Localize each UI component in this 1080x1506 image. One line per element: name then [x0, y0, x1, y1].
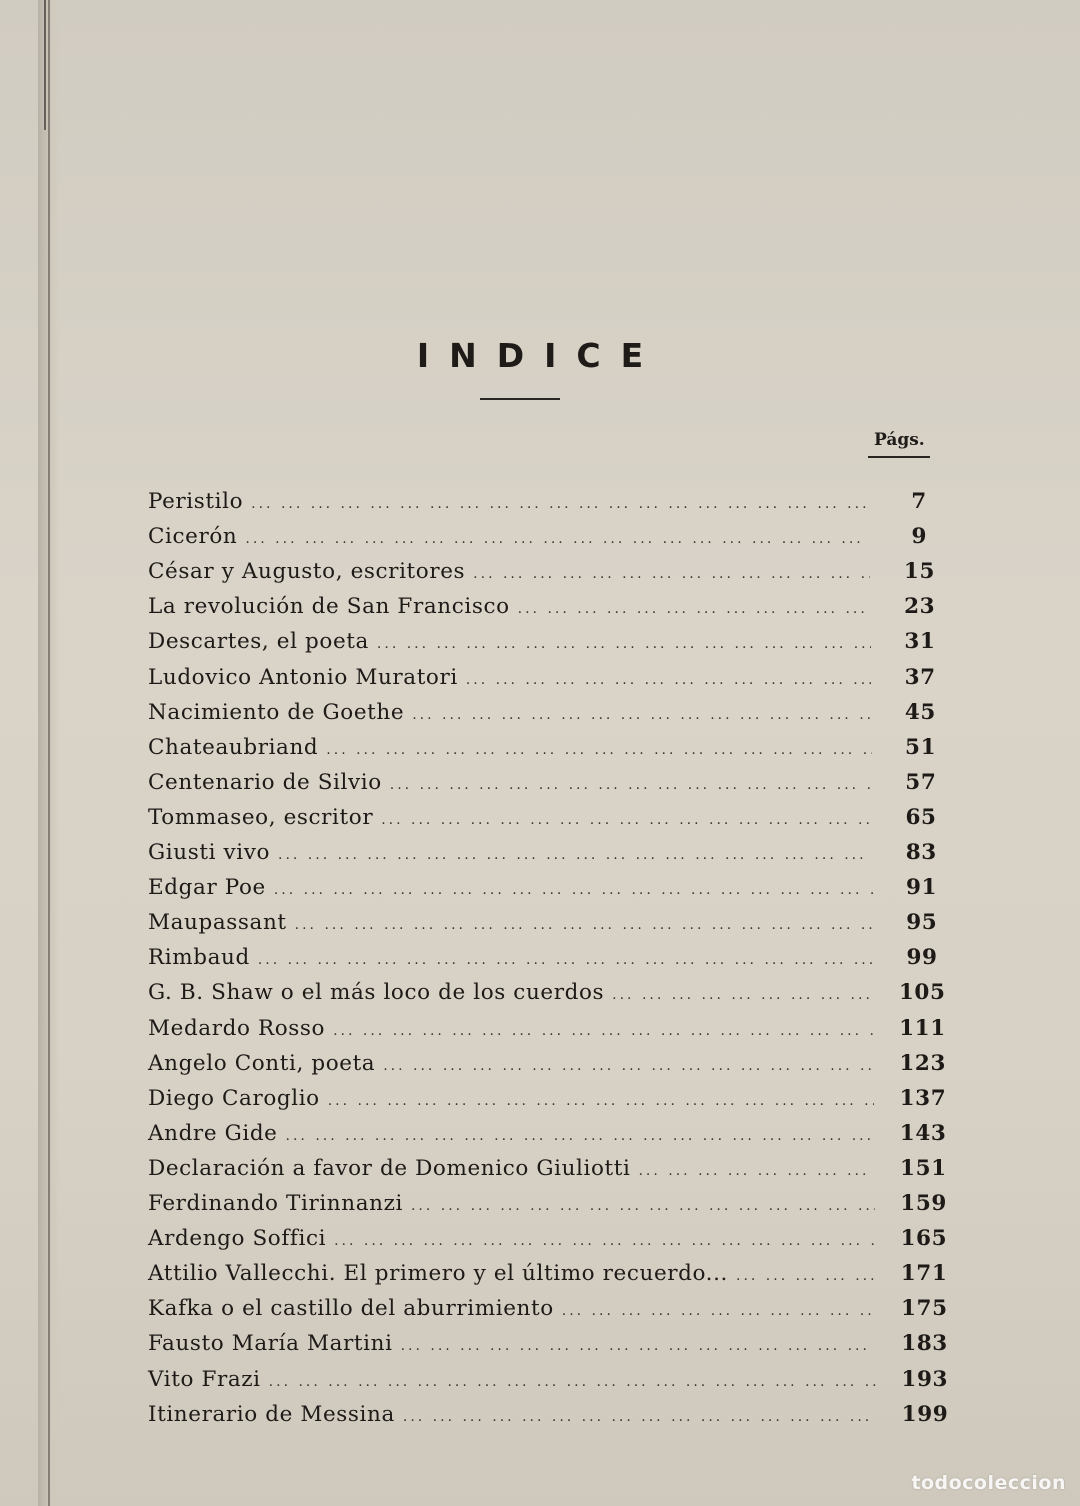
toc-entry-page-number: 37: [904, 664, 936, 690]
dot-leader: [251, 496, 870, 512]
toc-entry: [148, 524, 944, 554]
toc-entry: [148, 1261, 949, 1291]
toc-entry-page-number: 111: [899, 1015, 946, 1041]
toc-entry: [148, 1156, 948, 1186]
toc-entry: [148, 1296, 949, 1326]
toc-entry: [148, 875, 947, 905]
toc-entry-page-number: 7: [911, 489, 927, 514]
toc-entry: [148, 945, 947, 975]
toc-entry-title: Chateaubriand: [148, 734, 319, 760]
toc-entry-page-number: 165: [900, 1226, 948, 1252]
toc-entry: [148, 629, 945, 659]
dot-leader: [274, 882, 873, 898]
toc-entry-page-number: 183: [901, 1331, 948, 1357]
toc-entry: [148, 1121, 948, 1151]
dot-leader: [381, 812, 872, 828]
toc-entry-page-number: 91: [905, 875, 938, 901]
toc-entry-page-number: 31: [904, 629, 936, 655]
dot-leader: [412, 707, 871, 723]
dot-leader: [286, 1128, 875, 1144]
dot-leader: [411, 1198, 875, 1214]
toc-entry-page-number: 193: [901, 1366, 949, 1392]
toc-entry-title: Attilio Vallecchi. El primero y el último recuerdo...: [148, 1261, 728, 1287]
toc-entry-title: Ferdinando Tirinnanzi: [148, 1191, 403, 1216]
dot-leader: [333, 1023, 873, 1039]
toc-entry: [148, 805, 946, 835]
toc-entry-title: Declaración a favor de Domenico Giuliotti: [148, 1155, 631, 1181]
toc-entry-page-number: 83: [905, 840, 937, 865]
dot-leader: [383, 1058, 873, 1074]
toc-entry-title: César y Augusto, escritores: [148, 559, 466, 585]
toc-entry: [148, 840, 946, 870]
dot-leader: [258, 952, 873, 968]
dot-leader: [466, 672, 871, 688]
dot-leader: [269, 1374, 876, 1390]
dot-leader: [328, 1093, 874, 1109]
toc-entry-title: Centenario de Silvio: [148, 769, 382, 795]
pages-column-header: Págs.: [874, 430, 925, 450]
toc-entry: [148, 770, 946, 800]
toc-entry-title: Edgar Poe: [148, 875, 266, 901]
toc-entry-title: Nacimiento de Goethe: [148, 699, 405, 725]
toc-entry-title: Tommaseo, escritor: [148, 804, 374, 830]
toc-entry-title: Andre Gide: [148, 1120, 278, 1146]
toc-entry-title: Kafka o el castillo del aburrimiento: [148, 1296, 554, 1322]
toc-entry-page-number: 175: [900, 1296, 948, 1322]
watermark: todocoleccion: [911, 1472, 1066, 1494]
toc-entry-title: Maupassant: [148, 910, 287, 936]
toc-entry-page-number: 159: [900, 1191, 947, 1216]
toc-entry-title: Diego Caroglio: [148, 1085, 320, 1111]
toc-entry-title: Cicerón: [148, 524, 238, 550]
toc-entry: [148, 700, 945, 730]
toc-entry-title: Rimbaud: [148, 945, 250, 971]
dot-leader: [562, 1303, 876, 1319]
toc-entry: [148, 1402, 950, 1432]
toc-entry-page-number: 171: [900, 1261, 948, 1287]
dot-leader: [334, 1233, 875, 1249]
toc-entry-page-number: 123: [899, 1050, 947, 1076]
toc-entry-page-number: 137: [899, 1085, 947, 1111]
toc-entry: [148, 980, 947, 1010]
toc-entry-title: Medardo Rosso: [148, 1015, 326, 1041]
dot-leader: [612, 987, 873, 1003]
toc-entry-title: Giusti vivo: [148, 840, 270, 865]
toc-entry: [148, 1051, 948, 1081]
toc-entry-page-number: 95: [906, 910, 938, 936]
toc-entry: [148, 665, 945, 695]
dot-leader: [638, 1163, 874, 1179]
toc-entry: [148, 1367, 950, 1397]
dot-leader: [473, 566, 870, 582]
toc-entry-title: Angelo Conti, poeta: [148, 1050, 376, 1076]
toc-entry-page-number: 15: [903, 559, 936, 585]
toc-entry: [148, 1226, 949, 1256]
toc-entry-page-number: 23: [904, 594, 936, 620]
toc-entry-page-number: 151: [900, 1155, 947, 1181]
toc-entry: [148, 1086, 948, 1116]
toc-entry: [148, 594, 945, 624]
toc-entry: [148, 489, 944, 519]
toc-entry-page-number: 105: [898, 980, 946, 1006]
toc-entry-title: Fausto María Martini: [148, 1331, 393, 1357]
dot-leader: [518, 601, 871, 617]
toc-entry: [148, 1191, 949, 1221]
toc-entry-title: Itinerario de Messina: [148, 1401, 395, 1427]
toc-entry: [148, 559, 944, 589]
dot-leader: [278, 847, 872, 863]
toc-entry-page-number: 65: [905, 804, 937, 830]
toc-entry-title: La revolución de San Francisco: [148, 594, 510, 620]
toc-entry: [148, 1016, 947, 1046]
dot-leader: [401, 1338, 876, 1354]
toc-entry-title: Peristilo: [148, 489, 244, 514]
toc-entry-page-number: 57: [905, 769, 937, 795]
toc-entry: [148, 910, 947, 940]
dot-leader: [403, 1409, 876, 1425]
dot-leader: [736, 1268, 875, 1284]
toc-entry-title: Descartes, el poeta: [148, 629, 369, 655]
dot-leader: [326, 742, 871, 758]
toc-entry-page-number: 9: [911, 524, 927, 550]
toc-entry-title: Vito Frazi: [148, 1366, 261, 1392]
toc-entry: [148, 1331, 950, 1361]
toc-entry-title: Ludovico Antonio Muratori: [148, 664, 458, 690]
toc-entry-page-number: 99: [906, 945, 938, 971]
dot-leader: [377, 636, 871, 652]
toc-entry-page-number: 143: [899, 1120, 947, 1146]
dot-leader: [295, 917, 873, 933]
toc-entry-title: G. B. Shaw o el más loco de los cuerdos: [148, 980, 605, 1006]
toc-entry: [148, 735, 946, 765]
toc-entry-page-number: 199: [901, 1401, 949, 1427]
dot-leader: [245, 531, 870, 547]
page-title: INDICE: [416, 336, 664, 375]
dot-leader: [390, 777, 872, 793]
toc-entry-page-number: 45: [904, 699, 936, 725]
toc-entry-page-number: 51: [905, 734, 937, 760]
toc-entry-title: Ardengo Soffici: [148, 1226, 327, 1252]
